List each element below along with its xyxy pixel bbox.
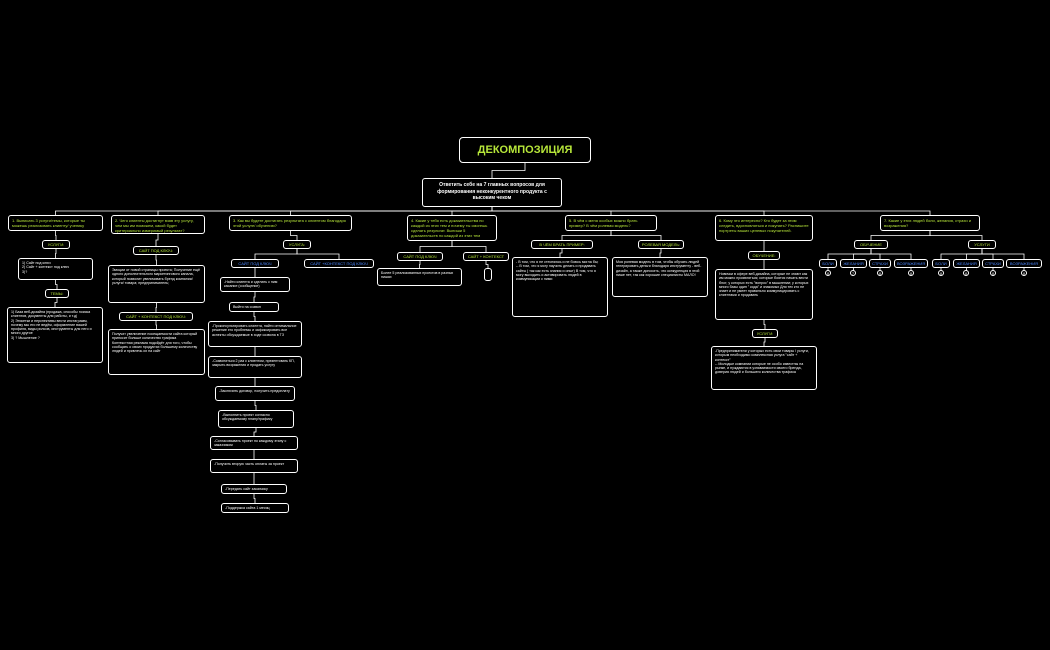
q4-site-turnkey-text[interactable]: Более 5 реализованных проектов в разных нишах [377, 268, 462, 286]
step-5[interactable]: -Заключить договор, получить предоплату [215, 386, 295, 401]
question-6[interactable]: 6. Кому это интересно? Кто будет за этим следить, вдохновляться и покупать? Распишите портреты ваших целевых покупателей. [715, 215, 813, 241]
q6-services-text[interactable]: -Предприниматели у которых есть свои товары / услуги, которым необходимо комплексная услуга "сайт + контекст" -- Молодые компании которые не особо известны на рынке, и нуждаются в узнаваемости своего бренда, доверия людей и большего количества трафика [711, 346, 817, 390]
step-1[interactable]: -Найти клиента и сделать с ним касание (сообщение) [220, 277, 290, 292]
connector-line [611, 231, 661, 240]
connector-line [254, 494, 255, 503]
step-4[interactable]: -Созвониться 2 раз с клиентом, презентовать КП, закрыть возражения и продать услугу [208, 356, 302, 378]
connector-line [854, 249, 872, 259]
connector-line [764, 338, 765, 346]
step-3[interactable]: -Проконсультировать клиента, найти оптимальное решение его проблемы и зафиксировать все аспекты обсуждаемые в ходе созвона в ТЗ [208, 321, 302, 347]
q7-services-label[interactable]: УСЛУГИ [968, 240, 996, 249]
connector-line [156, 255, 157, 265]
step-7[interactable]: -Согласовывать проект по каждому этапу с заказчиком [210, 436, 298, 450]
q5-example-label[interactable]: В ЧЁМ БРАТЬ ПРИМЕР: [531, 240, 593, 249]
q5-example-text[interactable]: - В том, что я не стесняюсь и не боюсь могла бы; -- В том, что я могу научить делать и продавать сайты ( так как есть знания и опыт) В том, что я могу выходить и активировать людей в коммуникации с ними [512, 257, 608, 317]
q5-role-model-text[interactable]: Моя ролевая модель в том, чтобы обучать людей генерировать деньги благодаря инструменту - веб-дизайн, а также доносить, что конкуренция в этой нише нет, так как хорошие специалисты МАЛО! [612, 257, 708, 297]
q4-empty-node[interactable] [484, 268, 492, 281]
connector-line [156, 321, 157, 329]
q7-training-desires[interactable]: ЖЕЛАНИЯ [840, 259, 867, 268]
connector-line [255, 401, 256, 410]
q2-site-context-label[interactable]: САЙТ + КОНТЕКСТ ПОД КЛЮЧ: [119, 312, 193, 321]
q2-site-turnkey-text[interactable]: Эмоции от новой страницы проекта; Получение ещё одного дополнительного маркетингового канала, который позволит увеличивать бренд компании/ услуги/ товара; предприниматель; [108, 265, 205, 303]
connector-line [254, 292, 255, 302]
question-5[interactable]: 5. В чём с меня особых можно брать пример? В чём ролевая модель? [565, 215, 657, 231]
connector-line [254, 312, 255, 321]
q7-services-desires[interactable]: ЖЕЛАНИЯ [953, 259, 980, 268]
connector-line [492, 207, 930, 215]
q7-services-pains[interactable]: БОЛИ [932, 259, 950, 268]
q6-training-label[interactable]: ОБУЧЕНИЕ: [748, 251, 780, 260]
connector-line [562, 231, 611, 240]
connector-line [930, 231, 982, 240]
root-node[interactable]: ДЕКОМПОЗИЦИЯ [459, 137, 591, 163]
q3-site-turnkey-label[interactable]: САЙТ ПОД КЛЮЧ [231, 259, 279, 268]
q6-services-label[interactable]: УСЛУГИ: [752, 329, 778, 338]
connector-line [560, 249, 562, 257]
question-3[interactable]: 3. Как вы будете достигать результата с клиентом благодаря этой услуге/ обучению? [229, 215, 352, 231]
q7-training-objections[interactable]: ВОЗРАЖЕНИЯ [894, 259, 928, 268]
q7-training-fears[interactable]: СТРАХИ [869, 259, 891, 268]
connector-line [492, 163, 525, 178]
q7-training-label[interactable]: ОБУЧЕНИЕ [854, 240, 888, 249]
q7-training-pains[interactable]: БОЛИ [819, 259, 837, 268]
step-10[interactable]: -Поддержка сайта 1 месяц [221, 503, 289, 513]
connector-line [660, 249, 661, 257]
step-9[interactable]: -Передать сайт заказчику [221, 484, 287, 494]
q2-site-turnkey-label[interactable]: САЙТ ПОД КЛЮЧ: [133, 246, 179, 255]
step-2[interactable]: Выйти на созвон [229, 302, 279, 312]
connector-line [420, 261, 421, 268]
connector-line [982, 249, 1024, 259]
connector-line [967, 249, 983, 259]
q1-services-label[interactable]: УСЛУГИ: [42, 240, 70, 249]
q7-count-badge[interactable]: 8 [1023, 272, 1025, 276]
connector-line [56, 280, 58, 289]
q7-services-fears[interactable]: СТРАХИ [982, 259, 1004, 268]
connector-line [56, 249, 57, 258]
q4-site-context-label[interactable]: САЙТ + КОНТЕКСТ [463, 252, 509, 261]
q7-count-badge[interactable]: 8 [992, 272, 994, 276]
q5-role-model-label[interactable]: РОЛЕВАЯ МОДЕЛЬ: [638, 240, 684, 249]
step-6[interactable]: -Выполнить проект согласно обсуждаемому плану/графику [218, 410, 294, 428]
connector-line [156, 234, 158, 246]
connector-line [764, 320, 765, 329]
q7-count-badge[interactable]: 8 [965, 272, 967, 276]
q3-site-context-label[interactable]: САЙТ +КОНТЕКСТ ПОД КЛЮЧ [304, 259, 374, 268]
question-1[interactable]: 1. Выписать 3 услуги/темы, которые ты можешь реализовать клиенту/ ученику [8, 215, 103, 231]
connector-line [56, 231, 57, 240]
q6-training-text[interactable]: Новички в сфере веб-дизайна, которые не знают как им можно проявляться; которые боятся начать вести блог; у которых есть "вопрос" в мышлении; у которых много базы один " кода" и знакомых Для тех кто не знает и не умеет правильно коммуницировать с клиентами и продавать [715, 269, 813, 320]
q7-services-objections[interactable]: ВОЗРАЖЕНИЯ [1006, 259, 1042, 268]
q7-count-badge[interactable]: 7 [852, 272, 854, 276]
connector-line [156, 303, 157, 312]
q7-count-badge[interactable]: 8 [910, 272, 912, 276]
connector-line [255, 249, 297, 259]
question-7[interactable]: 7. Какие у этих людей боли, желания, страхи и возражения? [880, 215, 980, 231]
step-8[interactable]: -Получить вторую часть оплаты за проект [210, 459, 298, 473]
connector-line [486, 261, 488, 268]
q7-count-badge[interactable]: 8 [827, 272, 829, 276]
q1-topics-list[interactable]: 1) База веб-дизайна (продажа, способы поиска клиентов, документы для работы, и т.д) 2) Этикетки и перспективы вести инстаграмм, почему мы его не ведём, оформление вашей профиля, виды рилсов, инструменты для него и много другое 3) ? Мышление ? [7, 307, 103, 363]
connector-line [420, 241, 452, 252]
question-2[interactable]: 2. Чего клиенты достигнут взяв эту услугу, чем мы им поможем, какой будет критериально измеримый результат? [111, 215, 205, 234]
connector-line [452, 241, 486, 252]
connector-line [871, 231, 930, 240]
q7-count-badge[interactable]: 8 [940, 272, 942, 276]
q3-services-label[interactable]: УСЛУГА: [283, 240, 311, 249]
q7-count-badge[interactable]: 8 [879, 272, 881, 276]
q2-site-context-text[interactable]: Получит увеличение посещаемости сайта который приносит больше количество трафика Контекстная реклама подойдёт для того, чтобы сообщать о своих продуктах большему количеству людей и привлечь их на сайт [108, 329, 205, 375]
question-4[interactable]: 4. Какие у тебя есть доказательства по каждой из этих тем и почему ты смогешь сделать результат. Выпиши 5 доказательств по каждой из этих тем [407, 215, 497, 241]
q1-services-list[interactable]: 1) Сайт под ключ 2) Сайт + контекст под ключ 3)? [18, 258, 93, 280]
connector-line [297, 249, 339, 259]
connector-line [871, 249, 911, 259]
connector-line [254, 428, 256, 436]
subtitle-node[interactable]: Ответить себе на 7 главных вопросов для формирования неконкурентного продукта с высоким чеком [422, 178, 562, 207]
q4-site-turnkey-label[interactable]: САЙТ ПОД КЛЮЧ [397, 252, 443, 261]
connector-line [452, 207, 492, 215]
connector-line [291, 231, 298, 240]
connector-line [55, 298, 57, 307]
q1-topics-label[interactable]: ТЕМЫ: [45, 289, 69, 298]
